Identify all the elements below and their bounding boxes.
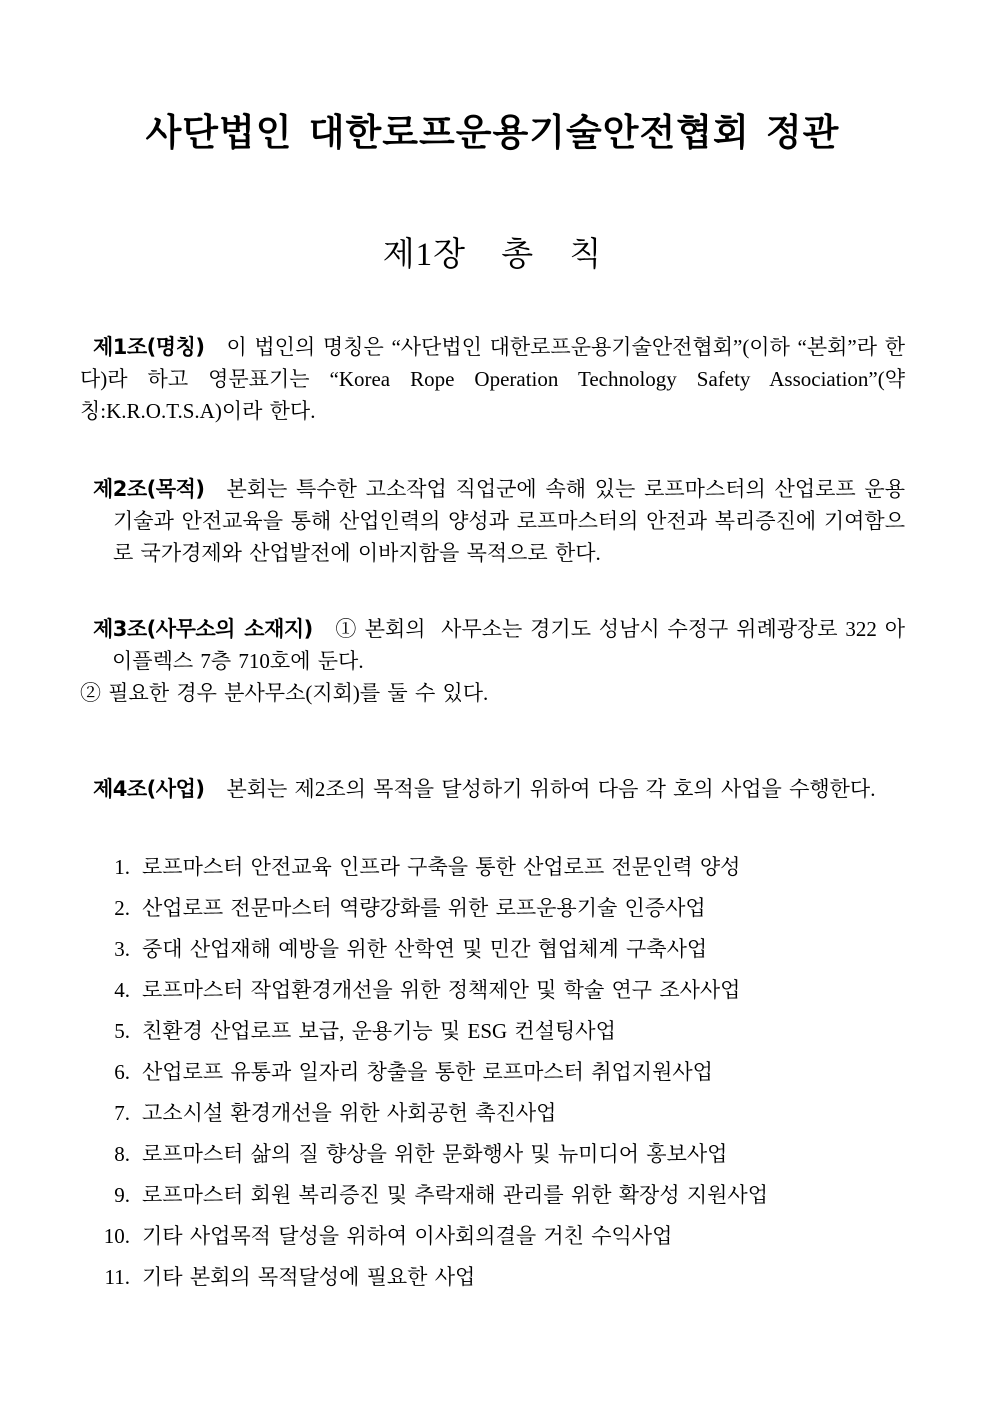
list-item-11-text: 기타 본회의 목적달성에 필요한 사업 <box>142 1264 476 1289</box>
article-2-text: 본회는 특수한 고소작업 직업군에 속해 있는 로프마스터의 산업로프 운용기술과 안전교육을 통해 산업인력의 양성과 로프마스터의 안전과 복리증진에 기여함으로 국가경제와 산업발전에 이바지함을 목적으로 한다. <box>113 476 905 565</box>
article-4-text: 본회는 제2조의 목적을 달성하기 위하여 다음 각 호의 사업을 수행한다. <box>226 776 876 801</box>
list-item-4-text: 로프마스터 작업환경개선을 위한 정책제안 및 학술 연구 조사사업 <box>142 977 741 1002</box>
article-1 <box>80 331 905 427</box>
list-item-1-number: 1. <box>114 854 130 879</box>
list-item-3-number: 3. <box>114 936 130 961</box>
list-item-4 <box>80 970 905 1011</box>
list-item-11 <box>80 1257 905 1298</box>
list-item-3 <box>80 929 905 970</box>
article-3-clause-1-text: ① 본회의 사무소는 경기도 성남시 수정구 위례광장로 322 아이플렉스 7층 710호에 둔다. <box>112 616 905 673</box>
list-item-10-text: 기타 사업목적 달성을 위하여 이사회의결을 거친 수익사업 <box>142 1223 673 1248</box>
list-item-2 <box>80 888 905 929</box>
list-item-10-number: 10. <box>103 1223 130 1248</box>
article-1-label: 제1조(명칭) <box>93 334 205 359</box>
list-item-6-text: 산업로프 유통과 일자리 창출을 통한 로프마스터 취업지원사업 <box>142 1059 713 1084</box>
article-3-clause-2 <box>80 677 905 709</box>
chapter-heading: 제1장 총 칙 <box>382 237 603 274</box>
list-item-8-number: 8. <box>114 1141 130 1166</box>
list-item-9-number: 9. <box>114 1182 130 1207</box>
list-item-6-number: 6. <box>114 1059 130 1084</box>
article-3 <box>80 613 905 709</box>
list-item-1 <box>80 847 905 888</box>
list-item-6 <box>80 1052 905 1093</box>
article-3-clause-2-text: ② 필요한 경우 분사무소(지회)를 둘 수 있다. <box>80 680 489 705</box>
article-4 <box>80 773 905 805</box>
list-item-7-number: 7. <box>114 1100 130 1125</box>
article-2-label: 제2조(목적) <box>93 476 205 501</box>
list-item-3-text: 중대 산업재해 예방을 위한 산학연 및 민간 협업체계 구축사업 <box>142 936 708 961</box>
list-item-1-text: 로프마스터 안전교육 인프라 구축을 통한 산업로프 전문인력 양성 <box>142 854 741 879</box>
article-2 <box>80 473 905 569</box>
article-3-clause-1 <box>80 613 905 677</box>
list-item-7-text: 고소시설 환경개선을 위한 사회공헌 촉진사업 <box>142 1100 557 1125</box>
list-item-9-text: 로프마스터 회원 복리증진 및 추락재해 관리를 위한 확장성 지원사업 <box>142 1182 769 1207</box>
list-item-2-number: 2. <box>114 895 130 920</box>
list-item-4-number: 4. <box>114 977 130 1002</box>
article-3-label: 제3조(사무소의 소재지) <box>93 616 313 641</box>
business-items-list <box>80 847 905 1298</box>
list-item-9 <box>80 1175 905 1216</box>
list-item-7 <box>80 1093 905 1134</box>
list-item-11-number: 11. <box>104 1264 130 1289</box>
list-item-5-text: 친환경 산업로프 보급, 운용기능 및 ESG 컨설팅사업 <box>142 1018 616 1043</box>
list-item-2-text: 산업로프 전문마스터 역량강화를 위한 로프운용기술 인증사업 <box>142 895 706 920</box>
list-item-8-text: 로프마스터 삶의 질 향상을 위한 문화행사 및 뉴미디어 홍보사업 <box>142 1141 728 1166</box>
article-4-label: 제4조(사업) <box>93 776 205 801</box>
list-item-5-number: 5. <box>114 1018 130 1043</box>
list-item-5 <box>80 1011 905 1052</box>
list-item-8 <box>80 1134 905 1175</box>
article-1-text: 이 법인의 명칭은 “사단법인 대한로프운용기술안전협회”(이하 “본회”라 한다)라 하고 영문표기는 “Korea Rope Operation Technology Safety Association”(약칭:K.R.O.T.S.A)이라 한다. <box>80 334 905 423</box>
document-title: 사단법인 대한로프운용기술안전협회 정관 <box>145 113 840 154</box>
list-item-10 <box>80 1216 905 1257</box>
